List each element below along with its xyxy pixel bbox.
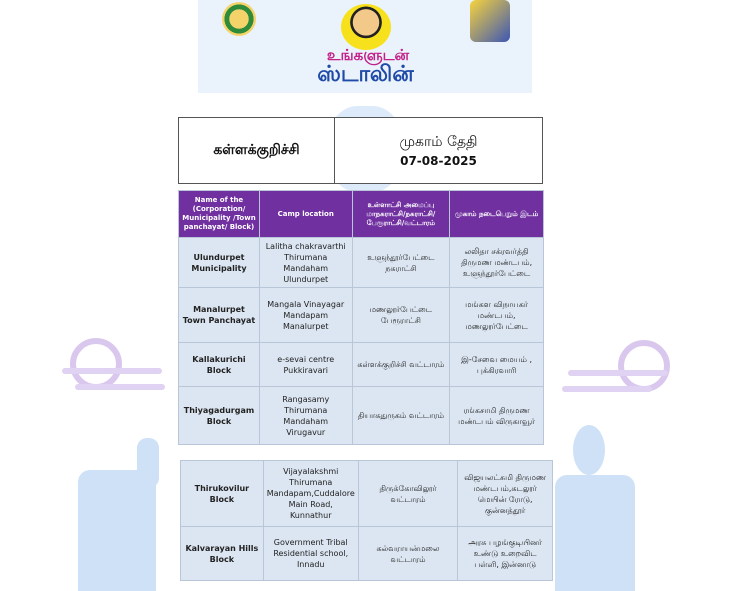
cell-location: Rangasamy Thirumana Mandaham Virugavur (259, 387, 352, 445)
table-row (179, 288, 544, 343)
camp-schedule-table-continued (180, 460, 553, 581)
cell-place-tamil: மங்கள விநாயகர் மண்டபம், மணலூர்பேட்டை (450, 288, 544, 343)
cell-place-tamil: ரங்கசாமி திருமண மண்டபம் விருகாவூர் (450, 387, 544, 445)
cell-body-tamil: உளுந்தூர்பேட்டை நகராட்சி (352, 238, 450, 288)
cell-body-tamil: திருக்கோவிலூர் வட்டாரம் (358, 461, 458, 527)
watermark-swirl-right (618, 340, 670, 392)
banner-title-line1: உங்களுடன் (326, 46, 410, 64)
cell-place-tamil: இ-சேவை மையம் , புக்கிரவாரி (450, 343, 544, 387)
cell-place-tamil: லலிதா சக்ரவர்த்தி திருமண மண்டபம், உளுந்தூர்பேட்டை (450, 238, 544, 288)
cell-place-tamil: விஜயலட்சுமி திருமண மண்டபம்,கடலூர் மெயின் ரோடு, குன்னத்தூர் (458, 461, 553, 527)
cell-body-tamil: கல்வராயன்மலை வட்டாரம் (358, 527, 458, 581)
watermark-shape (137, 438, 159, 488)
cell-location: Lalitha chakravarthi Thirumana Mandaham Ulundurpet (259, 238, 352, 288)
cell-location: Vijayalakshmi Thirumana Mandapam,Cuddalore Main Road, Kunnathur (263, 461, 358, 527)
cell-location: Government Tribal Residential school, Innadu (263, 527, 358, 581)
cell-body-name: Kallakurichi Block (179, 343, 260, 387)
cell-body-name: Manalurpet Town Panchayat (179, 288, 260, 343)
camp-date-cell (335, 118, 542, 183)
banner-title-line2: ஸ்டாலின் (317, 62, 414, 87)
cell-body-name: Kalvarayan Hills Block (181, 527, 264, 581)
header-place-tamil: முகாம் நடைபெறும் இடம் (450, 191, 544, 238)
watermark-line (568, 370, 668, 376)
watermark-line (62, 368, 162, 374)
cell-body-name: Ulundurpet Municipality (179, 238, 260, 288)
header-camp-location: Camp location (259, 191, 352, 238)
watermark-line (75, 384, 165, 390)
header-body-tamil: உள்ளாட்சி அமைப்பு மாநகராட்சி/நகராட்சி/ பேரூராட்சி/வட்டாரம் (352, 191, 450, 238)
header-banner (198, 0, 532, 93)
table-header-row (179, 191, 544, 238)
cell-location: e-sevai centre Pukkiravari (259, 343, 352, 387)
camp-info-box (178, 117, 543, 184)
camp-schedule-table (178, 190, 544, 445)
header-body-name: Name of the (Corporation/ Municipality /Town panchayat/ Block) (179, 191, 260, 238)
watermark-line (562, 386, 652, 392)
watermark-shape (78, 470, 156, 591)
table-row (181, 461, 553, 527)
cell-body-tamil: தியாகதுருகம் வட்டாரம் (352, 387, 450, 445)
tn-emblem-icon (222, 2, 256, 36)
watermark-shape (573, 425, 605, 475)
watermark-shape (555, 475, 635, 591)
chief-minister-portrait-icon (341, 4, 391, 50)
table-row (179, 343, 544, 387)
watermark-swirl-left (70, 338, 122, 390)
camp-date: 07-08-2025 (400, 153, 477, 168)
party-logo-icon (470, 0, 510, 42)
table-row (179, 387, 544, 445)
table-row (181, 527, 553, 581)
district-name: கள்ளக்குறிச்சி (179, 118, 335, 183)
camp-date-label: முகாம் தேதி (399, 133, 478, 150)
cell-body-tamil: கள்ளக்குறிச்சி வட்டாரம் (352, 343, 450, 387)
cell-place-tamil: அரசு பழங்குடியினர் உண்டு உறைவிட பள்ளி, இன்னாடு (458, 527, 553, 581)
cell-location: Mangala Vinayagar Mandapam Manalurpet (259, 288, 352, 343)
table-row (179, 238, 544, 288)
cell-body-tamil: மணலூர்பேட்டை பேரூராட்சி (352, 288, 450, 343)
cell-body-name: Thirukovilur Block (181, 461, 264, 527)
cell-body-name: Thiyagadurgam Block (179, 387, 260, 445)
